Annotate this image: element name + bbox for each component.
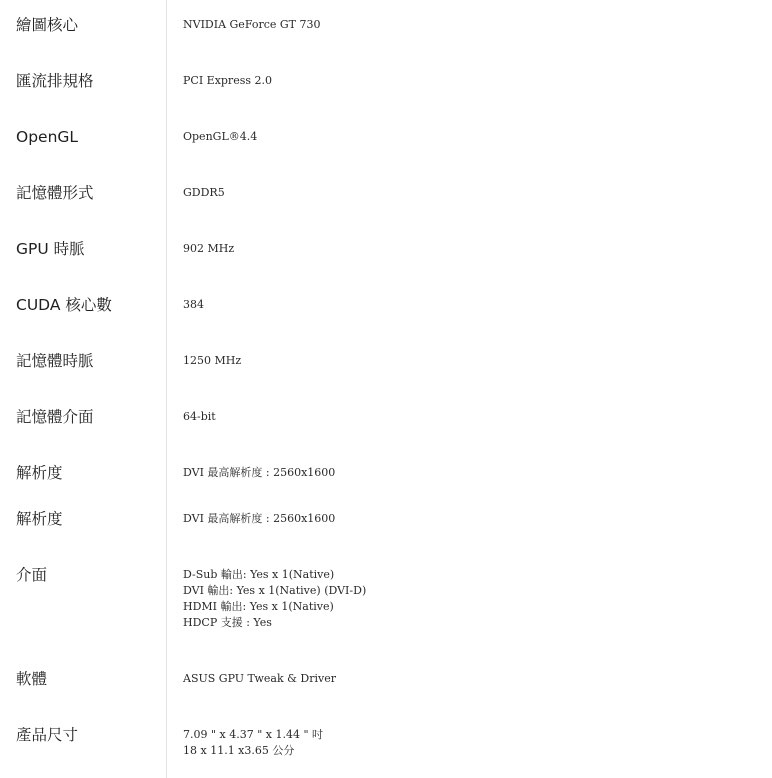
spec-value-line: HDCP 支援 : Yes [183,616,272,629]
spec-value [183,297,204,313]
spec-value [183,185,225,201]
spec-value [183,353,241,369]
spec-value-line: 18 x 11.1 x3.65 公分 [183,744,295,757]
spec-label: 記憶體時脈 [16,352,94,370]
spec-value-line: NVIDIA GeForce GT 730 [183,18,321,31]
spec-label: 匯流排規格 [16,72,94,90]
spec-label: 解析度 [16,464,63,482]
spec-label: GPU 時脈 [16,240,85,258]
spec-value-line: ASUS GPU Tweak & Driver [183,672,337,685]
spec-value-line: 1250 MHz [183,354,242,367]
spec-value [183,73,272,89]
spec-value-line: 64-bit [183,410,216,423]
spec-value-line: 7.09 " x 4.37 " x 1.44 " 吋 [183,728,324,741]
spec-value-line: DVI 最高解析度 : 2560x1600 [183,466,336,479]
spec-value [183,241,234,257]
spec-value [183,129,257,145]
spec-value-line: 902 MHz [183,242,235,255]
spec-label: 介面 [16,566,48,584]
spec-value [183,17,321,33]
spec-label: 解析度 [16,510,63,528]
spec-label: 產品尺寸 [16,726,79,744]
spec-value [183,727,323,759]
spec-value-line: OpenGL®4.4 [183,130,258,143]
spec-label: OpenGL [16,128,79,146]
spec-value-line: 384 [183,298,204,311]
spec-value-line: HDMI 輸出: Yes x 1(Native) [183,600,334,613]
spec-label: 繪圖核心 [16,16,79,34]
spec-value [183,567,366,631]
spec-value [183,465,335,481]
spec-label: 軟體 [16,670,48,688]
spec-value-line: DVI 最高解析度 : 2560x1600 [183,512,336,525]
spec-value-line: DVI 輸出: Yes x 1(Native) (DVI-D) [183,584,367,597]
spec-label: CUDA 核心數 [16,296,112,314]
spec-value [183,511,335,527]
spec-label: 記憶體形式 [16,184,94,202]
spec-value-line: PCI Express 2.0 [183,74,272,87]
column-divider [166,0,167,778]
spec-value [183,409,216,425]
spec-value [183,671,336,687]
spec-label: 記憶體介面 [16,408,94,426]
spec-value-line: D-Sub 輸出: Yes x 1(Native) [183,568,335,581]
spec-value-line: GDDR5 [183,186,225,199]
